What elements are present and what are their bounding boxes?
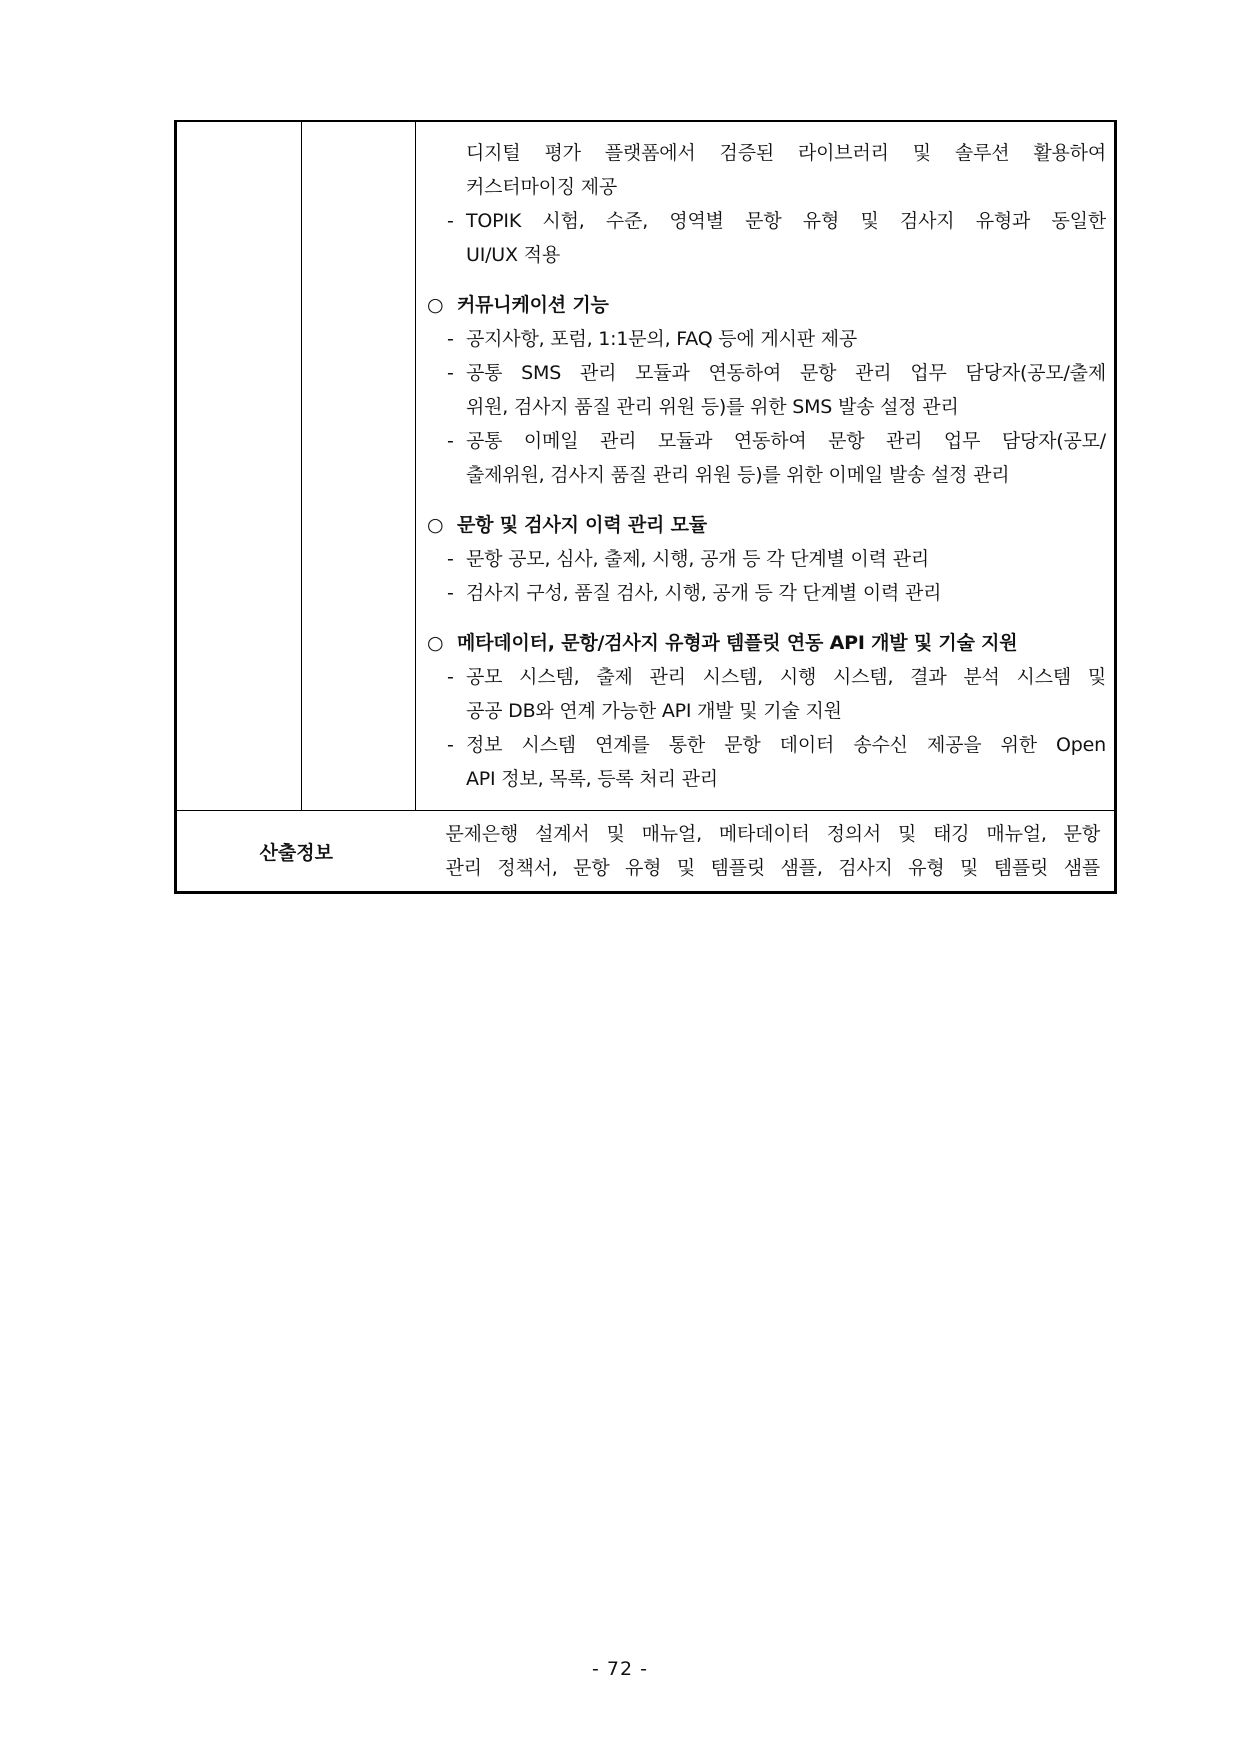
dash-marker: - — [447, 328, 454, 350]
dash-marker: - — [447, 666, 454, 688]
list-item-text: 공모 시스템, 출제 관리 시스템, 시행 시스템, 결과 분석 시스템 및 — [466, 666, 1106, 688]
list-item — [427, 322, 1106, 356]
list-item-continuation: API 정보, 목록, 등록 처리 관리 — [466, 768, 718, 790]
section-title: 커뮤니케이션 기능 — [457, 294, 609, 316]
output-row — [176, 811, 1116, 893]
continuation-line: 디지털 평가 플랫폼에서 검증된 라이브러리 및 솔루션 활용하여 — [466, 142, 1106, 164]
section-heading — [427, 626, 1106, 660]
dash-marker: - — [447, 430, 454, 452]
output-label: 산출정보 — [176, 811, 416, 893]
list-item — [427, 424, 1106, 458]
continuation-line: 커스터마이징 제공 — [466, 176, 618, 198]
dash-marker: - — [447, 210, 454, 232]
content-cell — [416, 121, 1116, 811]
list-item — [427, 356, 1106, 390]
list-item-text: 정보 시스템 연계를 통한 문항 데이터 송수신 제공을 위한 Open — [466, 734, 1106, 756]
output-line: 문제은행 설계서 및 매뉴얼, 메타데이터 정의서 및 태깅 매뉴얼, 문항 — [445, 823, 1100, 845]
page-number: - 72 - — [592, 1658, 648, 1680]
list-item-text: 문항 공모, 심사, 출제, 시행, 공개 등 각 단계별 이력 관리 — [466, 548, 929, 570]
list-item-text: 검사지 구성, 품질 검사, 시행, 공개 등 각 단계별 이력 관리 — [466, 582, 942, 604]
section-title: 문항 및 검사지 이력 관리 모듈 — [457, 514, 707, 536]
empty-subcategory-cell — [302, 121, 416, 811]
circle-bullet-icon: ○ — [427, 632, 444, 654]
circle-bullet-icon: ○ — [427, 514, 444, 536]
list-item — [427, 204, 1106, 238]
dash-marker: - — [447, 734, 454, 756]
list-item-text: TOPIK 시험, 수준, 영역별 문항 유형 및 검사지 유형과 동일한 — [466, 210, 1106, 232]
list-item-text: 공지사항, 포럼, 1:1문의, FAQ 등에 게시판 제공 — [466, 328, 858, 350]
document-table — [174, 120, 1117, 894]
list-item-continuation: 출제위원, 검사지 품질 관리 위원 등)를 위한 이메일 발송 설정 관리 — [466, 464, 1010, 486]
list-item — [427, 660, 1106, 694]
list-item-continuation: 공공 DB와 연계 가능한 API 개발 및 기술 지원 — [466, 700, 842, 722]
sections — [427, 288, 1106, 796]
dash-marker: - — [447, 362, 454, 384]
section-heading — [427, 508, 1106, 542]
output-content — [416, 811, 1116, 893]
output-line: 관리 정책서, 문항 유형 및 템플릿 샘플, 검사지 유형 및 템플릿 샘플 — [445, 857, 1100, 879]
empty-category-cell — [176, 121, 302, 811]
list-item-text: 공통 SMS 관리 모듈과 연동하여 문항 관리 업무 담당자(공모/출제 — [466, 362, 1106, 384]
list-item-continuation: UI/UX 적용 — [466, 244, 560, 266]
dash-marker: - — [447, 548, 454, 570]
list-item-continuation: 위원, 검사지 품질 관리 위원 등)를 위한 SMS 발송 설정 관리 — [466, 396, 959, 418]
section-title: 메타데이터, 문항/검사지 유형과 템플릿 연동 API 개발 및 기술 지원 — [457, 632, 1018, 654]
content-row — [176, 121, 1116, 811]
dash-marker: - — [447, 582, 454, 604]
circle-bullet-icon: ○ — [427, 294, 444, 316]
section-heading — [427, 288, 1106, 322]
list-item — [427, 576, 1106, 610]
list-item — [427, 542, 1106, 576]
list-item-text: 공통 이메일 관리 모듈과 연동하여 문항 관리 업무 담당자(공모/ — [466, 430, 1106, 452]
list-item — [427, 728, 1106, 762]
